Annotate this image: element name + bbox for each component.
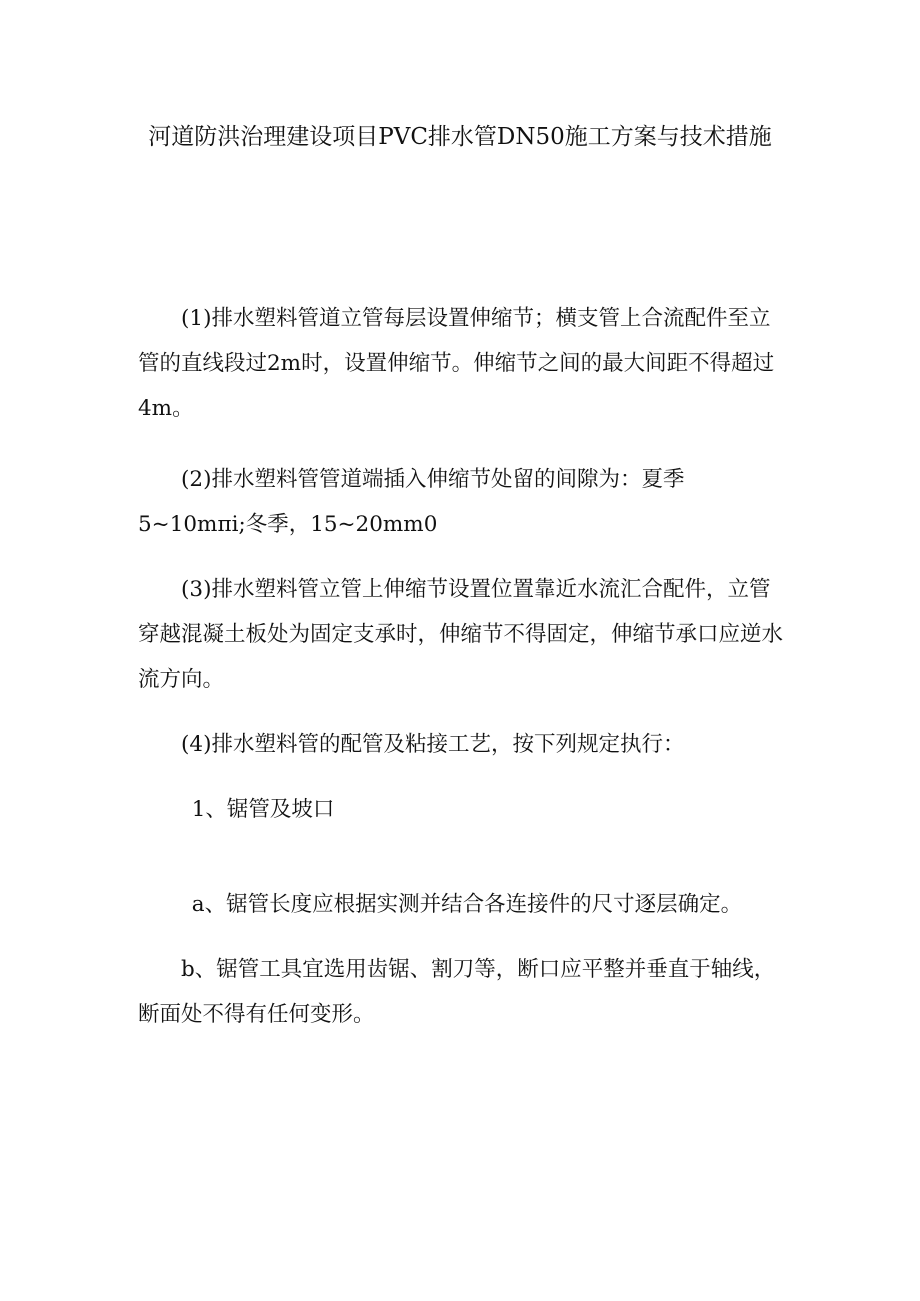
paragraph-4: (4)排水塑料管的配管及粘接工艺，按下列规定执行： [181,732,685,757]
section-heading: 1、锯管及坡口 [191,797,335,822]
list-item-a: a、锯管长度应根据实测并结合各连接件的尺寸逐层确定。 [191,892,743,917]
paragraph-2: (2)排水塑料管管道端插入伸缩节处留的间隙为：夏季5~10mπi;冬季，15~20mm0 [138,467,685,537]
document-title: 河道防洪治理建设项目PVC排水管DN50施工方案与技术措施 [148,124,772,150]
list-item-b: b、锯管工具宜选用齿锯、割刀等，断口应平整并垂直于轴线，断面处不得有任何变形。 [138,957,776,1027]
paragraph-1: (1)排水塑料管道立管每层设置伸缩节；横支管上合流配件至立管的直线段过2m时，设置伸缩节。伸缩节之间的最大间距不得超过4m。 [138,306,775,421]
document-body [138,296,788,1063]
paragraph-3: (3)排水塑料管立管上伸缩节设置位置靠近水流汇合配件，立管穿越混凝土板处为固定支承时，伸缩节不得固定，伸缩节承口应逆水流方向。 [138,577,784,692]
